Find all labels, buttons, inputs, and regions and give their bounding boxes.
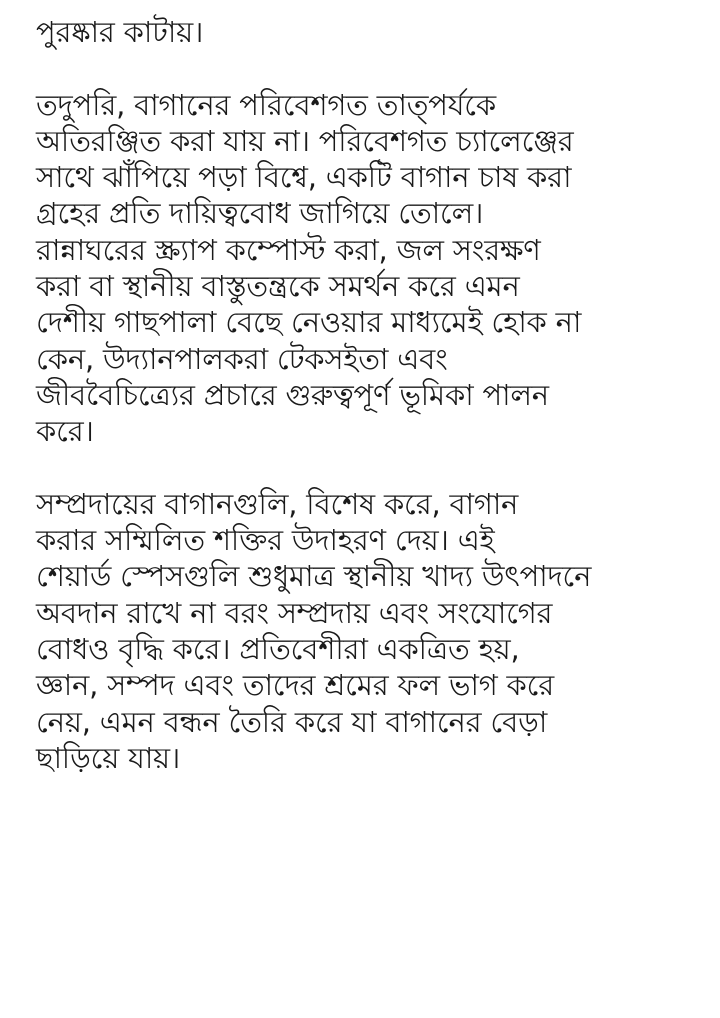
paragraph-gap (36, 450, 712, 486)
text-line: নেয়, এমন বন্ধন তৈরি করে যা বাগানের বেড়া (36, 704, 548, 739)
text-line: সম্প্রদায়ের বাগানগুলি, বিশেষ করে, বাগান (36, 486, 519, 521)
text-line: জীববৈচিত্র্যের প্রচারে গুরুত্বপূর্ণ ভূমিকা পালন (36, 377, 549, 412)
text-line: অতিরঞ্জিত করা যায় না। পরিবেশগত চ্যালেঞ্জের (36, 123, 574, 158)
text-line: করা বা স্থানীয় বাস্তুতন্ত্রকে সমর্থন করে এমন (36, 269, 520, 304)
paragraph-3 (36, 486, 712, 776)
text-line: সাথে ঝাঁপিয়ে পড়া বিশ্বে, একটি বাগান চাষ করা (36, 160, 572, 195)
text-line: গ্রহের প্রতি দায়িত্ববোধ জাগিয়ে তোলে। (36, 196, 484, 231)
text-line: শেয়ার্ড স্পেসগুলি শুধুমাত্র স্থানীয় খাদ্য উৎপাদনে (36, 559, 592, 594)
paragraph-2 (36, 87, 712, 450)
text-line: রান্নাঘরের স্ক্র্যাপ কম্পোস্ট করা, জল সংরক্ষণ (36, 232, 541, 267)
paragraph-1 (36, 14, 712, 50)
text-line: করে। (36, 414, 94, 449)
text-line: জ্ঞান, সম্পদ এবং তাদের শ্রমের ফল ভাগ করে (36, 668, 555, 703)
text-line: বোধও বৃদ্ধি করে। প্রতিবেশীরা একত্রিত হয়, (36, 632, 520, 667)
paragraph-gap (36, 50, 712, 86)
text-line: ছাড়িয়ে যায়। (36, 740, 181, 775)
text-line: করার সম্মিলিত শক্তির উদাহরণ দেয়। এই (36, 523, 495, 558)
text-line: তদুপরি, বাগানের পরিবেশগত তাত্পর্যকে (36, 87, 496, 122)
text-line: কেন, উদ্যানপালকরা টেকসইতা এবং (36, 341, 448, 376)
text-line: পুরষ্কার কাটায়। (36, 15, 204, 49)
text-line: অবদান রাখে না বরং সম্প্রদায় এবং সংযোগের (36, 595, 553, 630)
text-line: দেশীয় গাছপালা বেছে নেওয়ার মাধ্যমেই হোক না (36, 305, 582, 340)
